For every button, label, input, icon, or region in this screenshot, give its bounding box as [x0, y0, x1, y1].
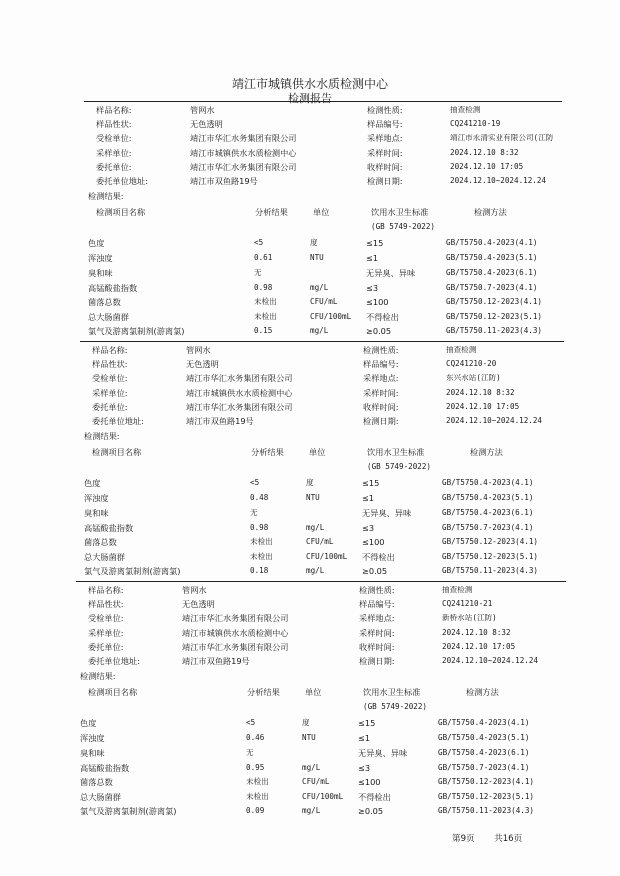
row-item: 菌落总数 — [88, 297, 121, 307]
col-result-header: 分析结果 — [255, 207, 288, 217]
row-item: 氯气及游离氯制剂(游离氯) — [88, 326, 185, 336]
test-nature-label: 检测性质: — [367, 105, 403, 115]
sample-name-value: 管网水 — [182, 585, 207, 595]
row-unit: CFU/100mL — [306, 552, 348, 561]
row-method: GB/T5750.12-2023(4.1) — [438, 777, 535, 786]
row-standard: 无异臭、异味 — [366, 268, 416, 278]
commission-unit-label: 委托单位: — [92, 401, 128, 412]
client-address-label: 委托单位地址: — [92, 416, 144, 426]
row-standard: ≤3 — [358, 763, 371, 773]
col-standard-sub: (GB 5749-2022) — [363, 702, 428, 711]
row-unit: mg/L — [306, 566, 325, 575]
row-method: GB/T5750.12-2023(5.1) — [438, 792, 535, 801]
test-date-label: 检测日期: — [359, 656, 395, 666]
sampling-time-value: 2024.12.10 8:32 — [446, 388, 515, 397]
test-result-label: 检测结果: — [84, 431, 120, 441]
sample-name-label: 样品名称: — [88, 585, 124, 595]
row-standard: ≤15 — [362, 478, 380, 488]
sampling-time-value: 2024.12.10 8:32 — [442, 628, 511, 637]
row-result: 0.09 — [246, 806, 265, 815]
row-unit: CFU/100mL — [302, 792, 344, 801]
col-item-header: 检测项目名称 — [96, 207, 146, 217]
receive-time-label: 收样时间: — [363, 401, 399, 412]
row-standard: ≤100 — [358, 777, 381, 787]
row-result: 0.15 — [254, 326, 273, 335]
row-method: GB/T5750.7-2023(4.1) — [446, 283, 538, 292]
receive-time-value: 2024.12.10 17:05 — [442, 642, 516, 651]
sample-no-label: 样品编号: — [363, 359, 399, 370]
row-standard: ≤1 — [366, 253, 379, 263]
row-method: GB/T5750.4-2023(4.1) — [446, 238, 538, 247]
row-result: 0.61 — [254, 253, 273, 262]
row-method: GB/T5750.11-2023(4.3) — [446, 326, 543, 335]
client-unit-value: 靖江市华汇水务集团有限公司 — [190, 133, 297, 144]
row-result: 0.46 — [246, 733, 265, 742]
row-standard: ≤15 — [358, 718, 376, 728]
client-address-label: 委托单位地址: — [88, 656, 140, 666]
row-unit: 度 — [306, 478, 314, 487]
row-item: 浑浊度 — [88, 253, 113, 263]
row-item: 臭和味 — [84, 508, 109, 518]
test-result-label: 检测结果: — [88, 191, 124, 201]
test-nature-label: 检测性质: — [363, 345, 399, 355]
row-result: 0.48 — [250, 493, 269, 502]
section-divider — [80, 341, 564, 342]
row-method: GB/T5750.12-2023(5.1) — [442, 552, 539, 561]
sample-property-value: 无色透明 — [186, 359, 219, 370]
sampling-time-label: 采样时间: — [367, 147, 403, 158]
page-total: 共16页 — [494, 834, 523, 844]
sample-property-value: 无色透明 — [182, 599, 215, 610]
test-result-label: 检测结果: — [80, 671, 116, 681]
row-standard: ≤3 — [362, 523, 375, 533]
row-result: 0.98 — [254, 283, 273, 292]
row-method: GB/T5750.4-2023(6.1) — [442, 508, 534, 517]
row-item: 总大肠菌群 — [88, 312, 129, 322]
row-standard: 不得检出 — [362, 552, 395, 562]
report-subtitle: 检测报告 — [288, 92, 332, 105]
row-method: GB/T5750.4-2023(5.1) — [446, 253, 538, 262]
row-item: 菌落总数 — [84, 537, 117, 547]
client-address-value: 靖江市双鱼路19号 — [190, 176, 258, 186]
row-item: 臭和味 — [80, 748, 105, 758]
col-method-header: 检测方法 — [474, 207, 507, 217]
row-result: <5 — [246, 718, 256, 727]
row-result: 未检出 — [246, 792, 269, 801]
row-method: GB/T5750.4-2023(4.1) — [442, 478, 534, 487]
row-unit: 度 — [310, 238, 318, 247]
row-result: 未检出 — [254, 312, 277, 321]
row-unit: NTU — [310, 253, 324, 262]
sample-property-label: 样品性状: — [92, 359, 128, 370]
row-result: 无 — [246, 748, 254, 757]
sample-property-label: 样品性状: — [88, 599, 124, 610]
row-unit: mg/L — [306, 523, 325, 532]
row-item: 总大肠菌群 — [84, 552, 125, 562]
test-date-value: 2024.12.10~2024.12.24 — [446, 417, 543, 425]
commission-unit-label: 委托单位: — [88, 641, 124, 652]
row-method: GB/T5750.4-2023(6.1) — [446, 268, 538, 277]
row-standard: 无异臭、异味 — [362, 508, 412, 518]
test-nature-value: 抽查检测 — [450, 106, 481, 114]
row-method: GB/T5750.12-2023(4.1) — [446, 297, 543, 306]
commission-unit-value: 靖江市华汇水务集团有限公司 — [190, 161, 297, 172]
row-method: GB/T5750.12-2023(4.1) — [442, 537, 539, 546]
row-standard: ≤100 — [366, 297, 389, 307]
col-method-header: 检测方法 — [466, 687, 499, 697]
sampling-unit-value: 靖江市城镇供水水质检测中心 — [186, 387, 293, 398]
section-divider — [84, 101, 562, 102]
row-unit: CFU/100mL — [310, 312, 352, 321]
sampling-time-value: 2024.12.10 8:32 — [450, 148, 519, 157]
row-unit: mg/L — [302, 763, 321, 772]
section-divider — [76, 581, 566, 582]
sample-name-label: 样品名称: — [96, 105, 132, 115]
sample-no-label: 样品编号: — [367, 119, 403, 130]
col-unit-header: 单位 — [305, 687, 322, 697]
sampling-site-label: 采样地点: — [367, 133, 403, 144]
sampling-time-label: 采样时间: — [359, 627, 395, 638]
row-unit: mg/L — [310, 283, 329, 292]
row-standard: ≥0.05 — [366, 326, 392, 336]
client-address-value: 靖江市双鱼路19号 — [182, 656, 250, 666]
test-date-value: 2024.12.10~2024.12.24 — [442, 657, 539, 665]
sample-no-value: CQ241210-19 — [450, 120, 501, 128]
commission-unit-label: 委托单位: — [96, 161, 132, 172]
row-item: 总大肠菌群 — [80, 792, 121, 802]
row-standard: ≤100 — [362, 537, 385, 547]
receive-time-value: 2024.12.10 17:05 — [450, 162, 524, 171]
sample-property-value: 无色透明 — [190, 119, 223, 130]
report-org-title: 靖江市城镇供水水质检测中心 — [231, 77, 388, 91]
row-result: 无 — [254, 268, 262, 277]
row-standard: ≥0.05 — [362, 566, 388, 576]
row-method: GB/T5750.11-2023(4.3) — [438, 806, 535, 815]
sampling-unit-value: 靖江市城镇供水水质检测中心 — [190, 147, 297, 158]
sample-name-value: 管网水 — [190, 105, 215, 115]
sample-name-value: 管网水 — [186, 345, 211, 355]
commission-unit-value: 靖江市华汇水务集团有限公司 — [186, 401, 293, 412]
receive-time-label: 收样时间: — [359, 641, 395, 652]
row-standard: 无异臭、异味 — [358, 748, 408, 758]
row-standard: ≤15 — [366, 238, 384, 248]
row-result: <5 — [254, 238, 264, 247]
sampling-site-value: 新桥水站(江防) — [442, 614, 497, 622]
row-result: 无 — [250, 508, 258, 517]
col-standard-header: 饮用水卫生标准 — [363, 687, 421, 697]
sample-property-label: 样品性状: — [96, 119, 132, 130]
client-unit-value: 靖江市华汇水务集团有限公司 — [186, 373, 293, 384]
row-standard: ≤3 — [366, 283, 379, 293]
col-method-header: 检测方法 — [470, 447, 503, 457]
row-item: 高锰酸盐指数 — [88, 283, 138, 293]
row-result: 未检出 — [250, 537, 273, 546]
row-result: <5 — [250, 478, 260, 487]
page-footer — [452, 832, 522, 844]
sampling-unit-label: 采样单位: — [88, 627, 124, 638]
sampling-unit-label: 采样单位: — [92, 387, 128, 398]
client-unit-value: 靖江市华汇水务集团有限公司 — [182, 613, 289, 624]
row-result: 未检出 — [250, 552, 273, 561]
col-unit-header: 单位 — [309, 447, 326, 457]
commission-unit-value: 靖江市华汇水务集团有限公司 — [182, 641, 289, 652]
col-standard-sub: (GB 5749-2022) — [367, 462, 432, 471]
col-item-header: 检测项目名称 — [92, 447, 142, 457]
row-standard: 不得检出 — [358, 792, 391, 802]
row-result: 0.95 — [246, 763, 265, 772]
test-date-label: 检测日期: — [367, 176, 403, 186]
row-method: GB/T5750.4-2023(5.1) — [438, 733, 530, 742]
row-item: 高锰酸盐指数 — [80, 763, 130, 773]
row-unit: NTU — [306, 493, 320, 502]
row-standard: ≥0.05 — [358, 806, 384, 816]
sampling-site-label: 采样地点: — [359, 613, 395, 624]
sampling-time-label: 采样时间: — [363, 387, 399, 398]
row-method: GB/T5750.11-2023(4.3) — [442, 566, 539, 575]
row-result: 0.98 — [250, 523, 269, 532]
col-standard-sub: (GB 5749-2022) — [371, 222, 436, 231]
receive-time-label: 收样时间: — [367, 161, 403, 172]
col-result-header: 分析结果 — [247, 687, 280, 697]
sample-name-label: 样品名称: — [92, 345, 128, 355]
test-nature-label: 检测性质: — [359, 585, 395, 595]
sampling-unit-value: 靖江市城镇供水水质检测中心 — [182, 627, 289, 638]
row-unit: mg/L — [302, 806, 321, 815]
test-date-label: 检测日期: — [363, 416, 399, 426]
row-standard: ≤1 — [358, 733, 371, 743]
sampling-unit-label: 采样单位: — [96, 147, 132, 158]
row-method: GB/T5750.4-2023(5.1) — [442, 493, 534, 502]
row-method: GB/T5750.4-2023(4.1) — [438, 718, 530, 727]
client-unit-label: 受检单位: — [88, 613, 124, 624]
row-unit: CFU/mL — [302, 777, 330, 786]
row-method: GB/T5750.7-2023(4.1) — [442, 523, 534, 532]
row-item: 氯气及游离氯制剂(游离氯) — [80, 806, 177, 816]
row-unit: mg/L — [310, 326, 329, 335]
row-unit: CFU/mL — [306, 537, 334, 546]
col-item-header: 检测项目名称 — [88, 687, 138, 697]
row-unit: CFU/mL — [310, 297, 338, 306]
test-date-value: 2024.12.10~2024.12.24 — [450, 177, 547, 185]
row-item: 色度 — [84, 478, 101, 488]
page-number: 第9页 — [452, 834, 475, 844]
row-unit: NTU — [302, 733, 316, 742]
client-unit-label: 受检单位: — [96, 133, 132, 144]
row-result: 0.18 — [250, 566, 269, 575]
sample-no-value: CQ241210-21 — [442, 600, 493, 608]
row-item: 高锰酸盐指数 — [84, 523, 134, 533]
col-result-header: 分析结果 — [251, 447, 284, 457]
client-unit-label: 受检单位: — [92, 373, 128, 384]
row-result: 未检出 — [254, 297, 277, 306]
row-item: 浑浊度 — [84, 493, 109, 503]
row-result: 未检出 — [246, 777, 269, 786]
col-standard-header: 饮用水卫生标准 — [367, 447, 425, 457]
client-address-label: 委托单位地址: — [96, 176, 148, 186]
sampling-site-label: 采样地点: — [363, 373, 399, 384]
row-method: GB/T5750.7-2023(4.1) — [438, 763, 530, 772]
test-nature-value: 抽查检测 — [446, 346, 477, 354]
row-item: 菌落总数 — [80, 777, 113, 787]
row-item: 臭和味 — [88, 268, 113, 278]
row-method: GB/T5750.12-2023(5.1) — [446, 312, 543, 321]
row-item: 色度 — [88, 238, 105, 248]
row-method: GB/T5750.4-2023(6.1) — [438, 748, 530, 757]
sample-no-label: 样品编号: — [359, 599, 395, 610]
row-item: 浑浊度 — [80, 733, 105, 743]
sampling-site-value: 东兴水站(江防) — [446, 374, 501, 382]
receive-time-value: 2024.12.10 17:05 — [446, 402, 520, 411]
row-standard: 不得检出 — [366, 312, 399, 322]
test-nature-value: 抽查检测 — [442, 586, 473, 594]
row-item: 色度 — [80, 718, 97, 728]
row-standard: ≤1 — [362, 493, 375, 503]
client-address-value: 靖江市双鱼路19号 — [186, 416, 254, 426]
col-unit-header: 单位 — [313, 207, 330, 217]
row-unit: 度 — [302, 718, 310, 727]
row-item: 氯气及游离氯制剂(游离氯) — [84, 566, 181, 576]
sampling-site-value: 靖江市永清实业有限公司(江防 — [450, 134, 554, 142]
sample-no-value: CQ241210-20 — [446, 360, 497, 368]
col-standard-header: 饮用水卫生标准 — [371, 207, 429, 217]
